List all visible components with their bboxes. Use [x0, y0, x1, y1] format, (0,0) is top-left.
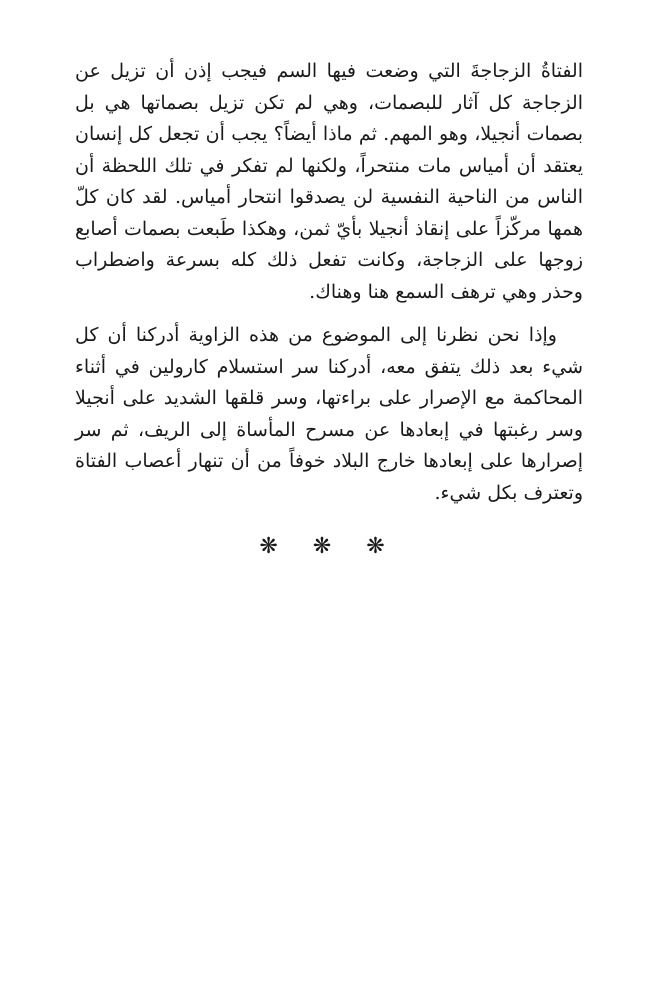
section-separator: ❋ ❋ ❋: [259, 534, 399, 559]
paragraph-1: الفتاةُ الزجاجةَ التي وضعت فيها السم فيجب إذن أن تزيل عن الزجاجة كل آثار للبصمات، وهي لم تكن تزيل بصماتها هي بل بصمات أنجيلا، وهو المهم. ثم ماذا أيضاً؟ يجب أن تجعل كل إنسان يعتقد أن أمياس مات منتحراً، ولكنها لم تفكر في تلك اللحظة أن الناس من الناحية النفسية لن يصدقوا انتحار أمياس. لقد كان كلّ همها مركّزاً على إنقاذ أنجيلا بأيّ ثمن، وهكذا طَبعت بصمات أصابع زوجها على الزجاجة، وكانت تفعل ذلك كله بسرعة واضطراب وحذر وهي ترهف السمع هنا وهناك.: [75, 60, 583, 303]
paragraph-2: وإذا نحن نظرنا إلى الموضوع من هذه الزاوية أدركنا أن كل شيء بعد ذلك يتفق معه، أدركنا سر استسلام كارولين في أثناء المحاكمة مع الإصرار على براءتها، وسر قلقها الشديد على أنجيلا وسر رغبتها في إبعادها عن مسرح المأساة إلى الريف، ثم سر إصرارها على إبعادها خارج البلاد خوفاً من أن تنهار أعصاب الفتاة وتعترف بكل شيء.: [75, 324, 583, 504]
book-page: [75, 56, 583, 563]
